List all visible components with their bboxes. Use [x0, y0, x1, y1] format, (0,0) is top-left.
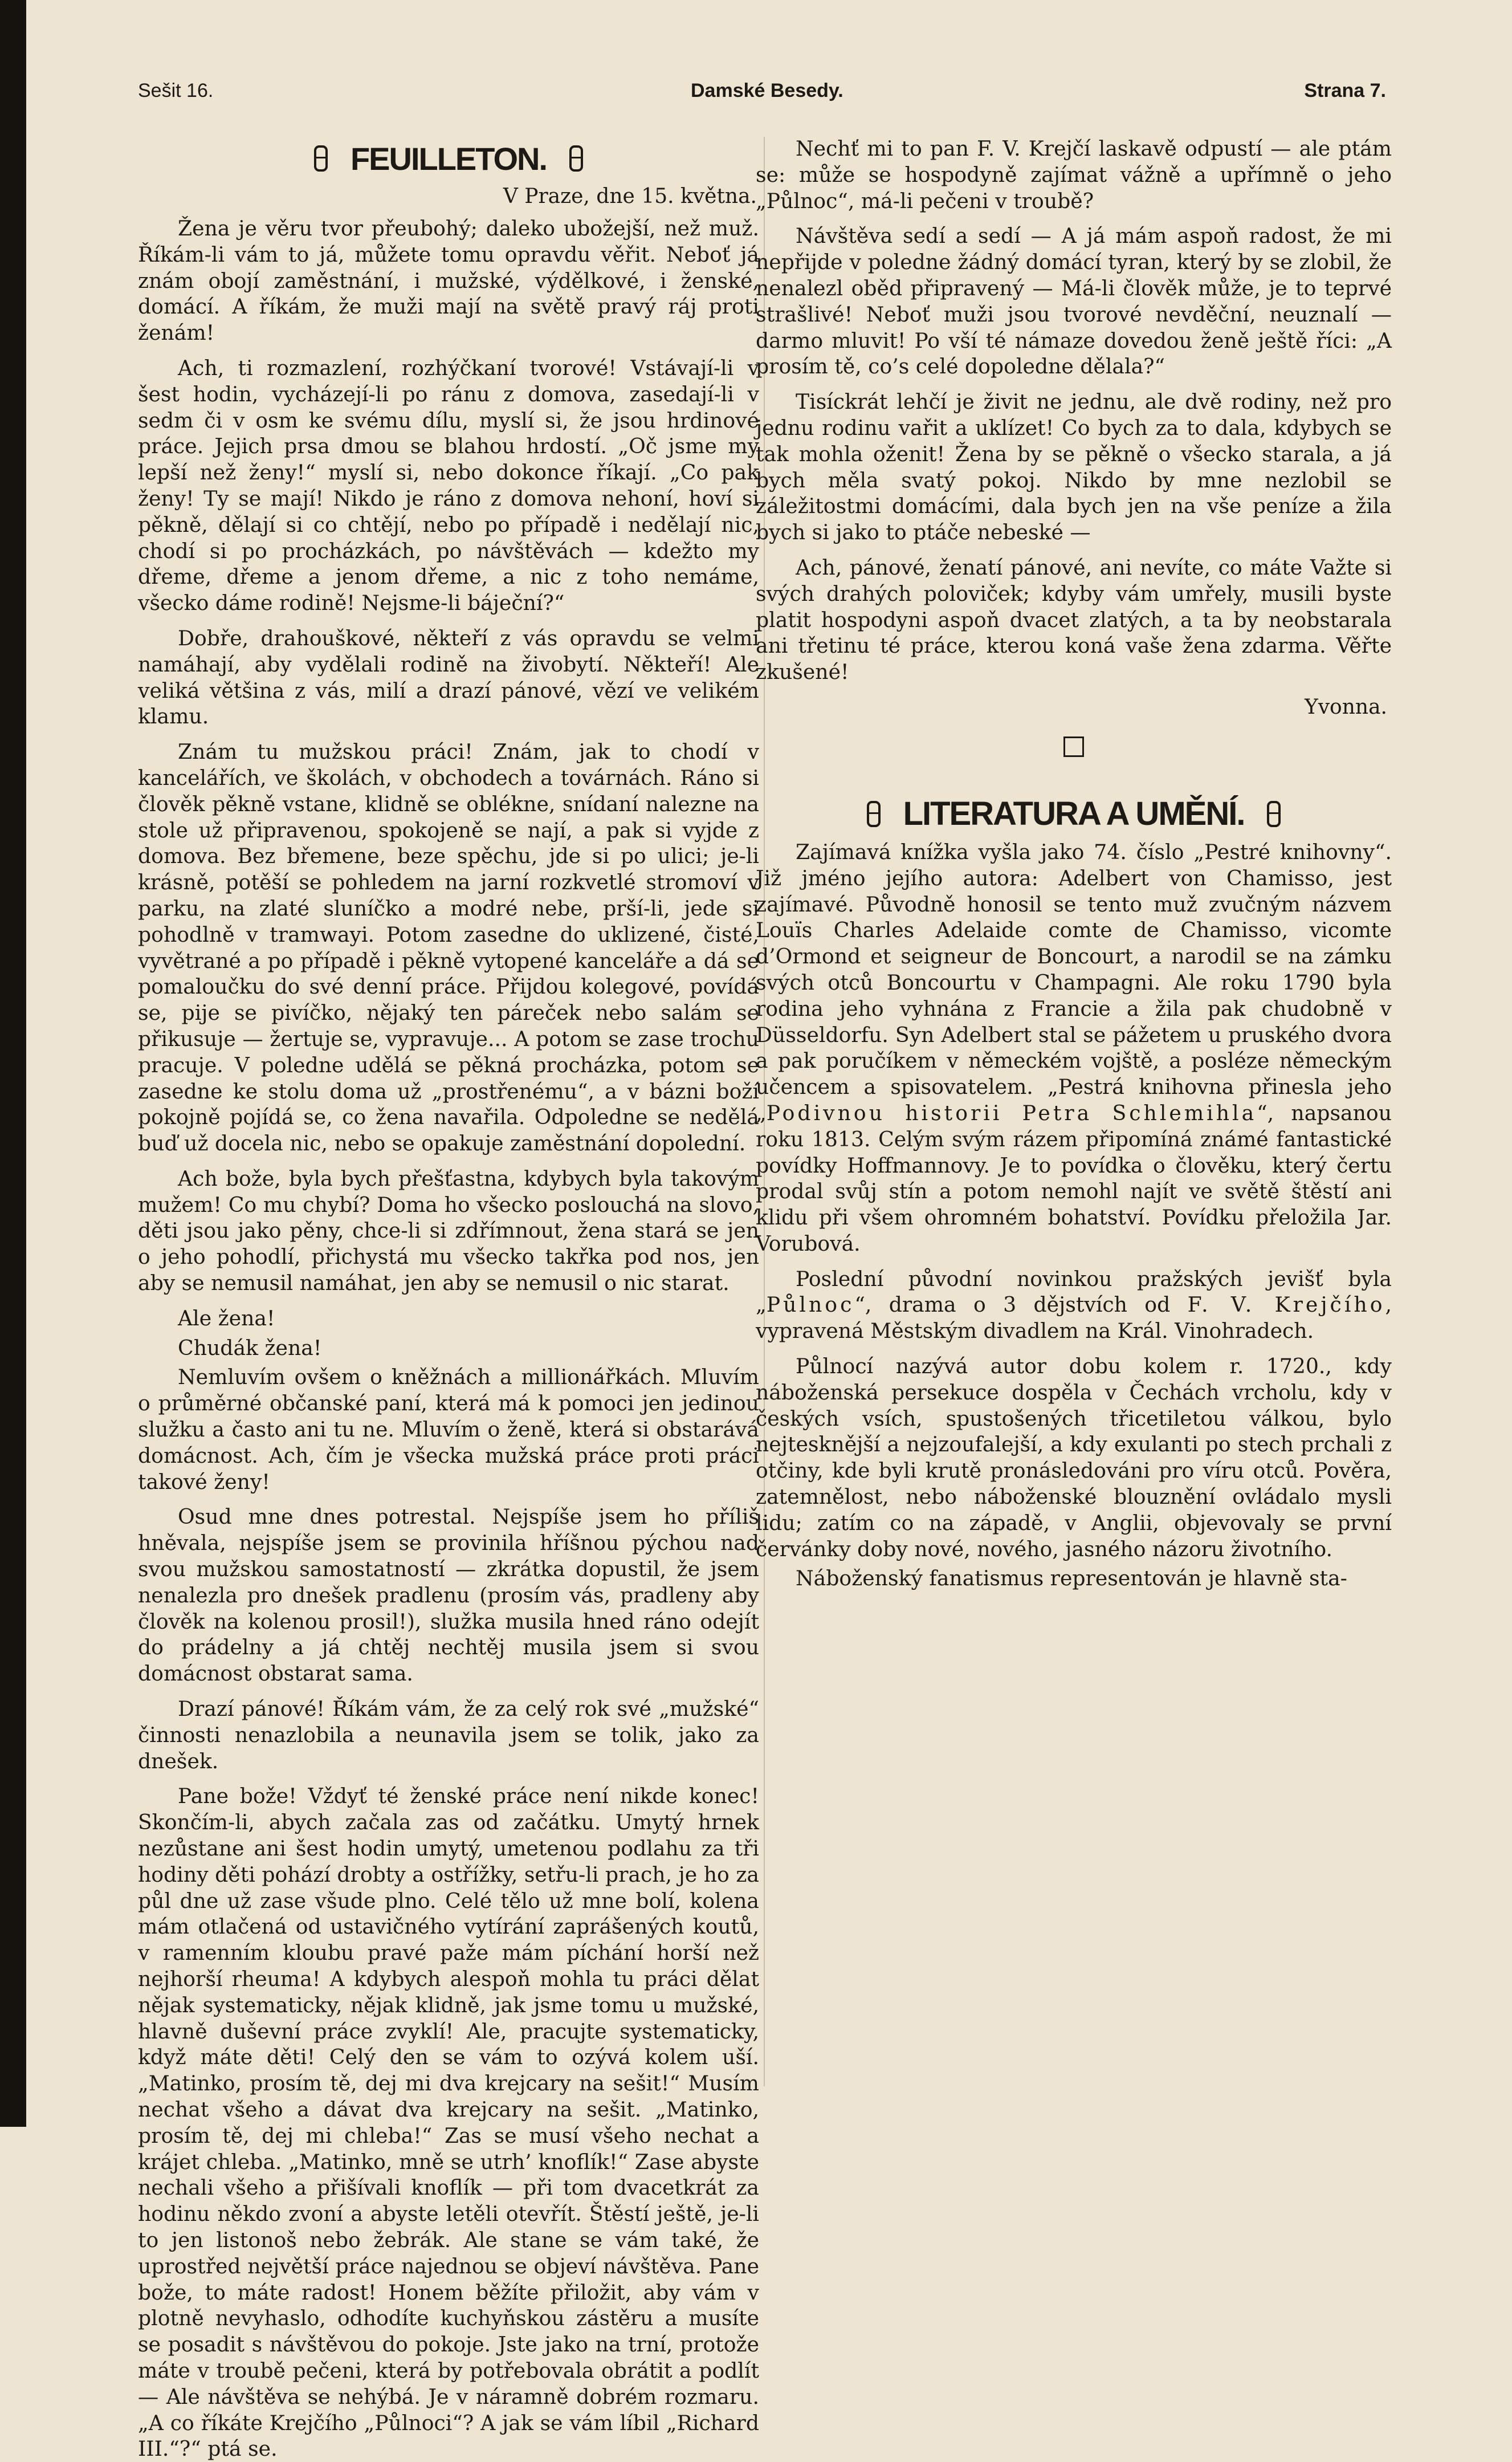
- paragraph: Poslední původní novinkou pražských jevišť byla „Půlnoc“, drama o 3 dějstvích od F. V. Krejčího, vypravená Městským divadlem na Král. Vinohradech.: [756, 1266, 1392, 1344]
- left-column: [138, 136, 759, 2461]
- spaced-author: F. V. Krejčího: [1187, 1292, 1385, 1317]
- paragraph: Chudák žena!: [178, 1335, 322, 1360]
- paragraph: Návštěva sedí a sedí — A já mám aspoň radost, že mi nepřijde v poledne žádný domácí tyran, který by se zlobil, že nenalezl oběd připravený — Má-li člověk může, je to teprvé strašlivé! Neboť muži jsou tvorové nevděční, neuznalí — darmo mluvit! Po vší té námaze dovedou ženě ještě říci: „A prosím tě, co’s celé dopoledne dělala?“: [756, 223, 1392, 379]
- feuilleton-body: [138, 215, 759, 2462]
- paragraph: Ale žena!: [178, 1305, 275, 1330]
- author-signature: Yvonna.: [1304, 695, 1387, 719]
- literatura-title: LITERATURA A UMĚNÍ.: [903, 795, 1245, 833]
- section-separator-icon: [1063, 736, 1084, 757]
- paragraph: Znám tu mužskou práci! Znám, jak to chodí v kancelářích, ve školách, v obchodech a továrnách. Ráno si člověk pěkně vstane, klidně se oblékne, snídaní nalezne na stole už připravenou, spokojeně se nají, a pak si vyjde z domova. Bez břemene, beze spěchu, jde si po ulici; je-li krásně, potěší se pohledem na jarní rozkvetlé stromoví v parku, na zlaté sluníčko a modré nebe, prší-li, jede si pohodlně v tramwayi. Potom zasedne do uklizené, čisté, vyvětrané a po případě i pěkně vytopené kanceláře a dá se pomaloučku do své denní práce. Přijdou kolegové, povídá se, pije se pivíčko, nějaký ten páreček nebo salám se přikusuje — žertuje se, vypravuje... A potom se zase trochu pracuje. V poledne udělá se pěkná procházka, potom se zasedne ke stolu doma už „prostřenému“, a v bázni boží pokojně pojídá se, co žena navařila. Odpoledne se nedělá buď už docela nic, nebo se opakuje zaměstnání dopolední.: [138, 739, 759, 1156]
- paragraph: Tisíckrát lehčí je živit ne jednu, ale dvě rodiny, než pro jednu rodinu vařit a uklízet! Co bych za to dala, kdybych se tak mohla oženit! Žena by se pěkně o všecko starala, a já bych měla svatý pokoj. Nikdo by mne nezlobil se záležitostmi domácími, dala bych jen na vše peníze a žila bych si jako to ptáče nebeské —: [756, 389, 1392, 545]
- issue-number: Sešit 16.: [138, 80, 214, 101]
- paragraph: Dobře, drahouškové, někteří z vás opravdu se velmi namáhají, aby vydělali rodině na živobytí. Někteří! Ale veliká většina z vás, milí a drazí pánové, vězí ve velikém klamu.: [138, 625, 759, 729]
- paragraph: Pane bože! Vždyť té ženské práce není nikde konec! Skončím-li, abych začala zas od začátku. Umytý hrnek nezůstane ani šest hodin umytý, umetenou podlahu za tři hodiny děti pohází drobty a ostřížky, setřu-li prach, je ho za půl dne už zase všude plno. Celé tělo už mne bolí, kolena mám otlačená od ustavičného vytírání zaprášených koutů, v ramenním kloubu pravé paže mám píchání horší než nejhorší rheuma! A kdybych alespoň mohla tu práci dělat nějak systematicky, nějak klidně, jak jsme tomu u mužské, hlavně duševní práce zvyklí! Ale, pracujte systematicky, když máte děti! Celý den se vám to ozývá kolem uší. „Matinko, prosím tě, dej mi dva krejcary na sešit!“ Musím nechat všeho a dávat dva krejcary na sešit. „Matinko, prosím tě, dej mi chleba!“ Zas se musí všeho nechat a krájet chleba. „Matinko, mně se utrh’ knoflík!“ Zase abyste nechali všeho a přišívali knoflík — při tom dvacetkrát za hodinu někdo zvoní a abyste letěli otevřít. Štěstí ještě, je-li to jen listonoš nebo žebrák. Ale stane se vám také, že uprostřed největší práce najednou se objeví návštěva. Pane bože, to máte radost! Honem běžíte přiložit, aby vám v plotně nevyhaslo, odhodíte kuchyňskou zástěru a musíte se posadit s návštěvou do pokoje. Jste jako na trní, protože máte v troubě pečeni, která by potřebovala obrátit a podlít — Ale návštěva se nehýbá. Je v náramně dobrém rozmaru. „A co říkáte Krejčího „Půlnoci“? A jak se vám líbil „Richard III.“?“ ptá se.: [138, 1784, 759, 2461]
- paragraph: Půlnocí nazývá autor dobu kolem r. 1720., kdy náboženská persekuce dospěla v Čechách vrcholu, kdy v českých vsích, spustošených třicetiletou válkou, bylo nejtesknější a nejzoufalejší, a kdy exulanti po stech prchali z otčiny, kde byli krutě pronásledováni pro víru otců. Pověra, zatemnělost, nebo náboženské blouznění ovládalo mysli lidu; zatím co na západě, v Anglii, objevovaly se první červánky doby nové, nového, jasného názoru životního.: [756, 1354, 1392, 1561]
- ornament-left-icon: [867, 801, 881, 827]
- paragraph: Ach, ti rozmazlení, rozhýčkaní tvorové! Vstávají-li v šest hodin, vycházejí-li po ránu z domova, zasedají-li v sedm či v osm ke svému dílu, myslí si, že jsou hrdinové práce. Jejich prsa dmou se blahou hrdostí. „Oč jsme my lepší než ženy!“ myslí si, nebo dokonce říkají. „Co pak ženy! Ty se mají! Nikdo je ráno z domova nehoní, hoví si pěkně, dělají si co chtějí, nebo po případě i nedělají nic, chodí si po procházkách, po návštěvách — kdežto my dřeme, dřeme a jenom dřeme, a nic z toho nemáme, všecko dáme rodině! Nejsme-li báječní?“: [138, 355, 759, 616]
- literatura-heading: [756, 790, 1392, 838]
- feuilleton-title: FEUILLETON.: [350, 140, 547, 177]
- binding-edge: [0, 0, 26, 2127]
- paragraph: Ach bože, byla bych přešťastna, kdybych byla takovým mužem! Co mu chybí? Doma ho všecko poslouchá na slovo, děti jsou jako pěny, chce-li si zdřímnout, žena stará se jen o jeho pohodlí, přichystá mu všecko takřka pod nos, jen aby se nemusil namáhat, jen aby se nemusil o nic starat.: [138, 1166, 759, 1296]
- feuilleton-body-continued: [756, 136, 1392, 685]
- ornament-right-icon: [1267, 801, 1281, 827]
- magazine-title: Damské Besedy.: [691, 80, 843, 101]
- paragraph: Náboženský fanatismus representován je hlavně sta-: [796, 1566, 1347, 1591]
- paragraph: Osud mne dnes potrestal. Nejspíše jsem ho příliš hněvala, nejspíše jsem se provinila hříšnou pýchou nad svou mužskou samostatností — zkrátka dopustil, že jsem nenalezla pro dnešek pradlenu (prosím vás, pradleny aby člověk na kolenou prosil!), služka musila hned ráno odejít do prádelny a já chtěj nechtěj musila jsem si svou domácnost obstarat sama.: [138, 1504, 759, 1686]
- page-number: Strana 7.: [1304, 80, 1386, 101]
- ornament-left-icon: [314, 145, 328, 172]
- paragraph: Žena je věru tvor přeubohý; daleko ubožejší, než muž. Říkám-li vám to já, můžete tomu opravdu věřit. Neboť já znám obojí zaměstnání, i mužské, výdělkové, i ženské, domácí. A říkám, že muži mají na světě pravý ráj proti ženám!: [138, 216, 759, 345]
- paragraph: Ach, pánové, ženatí pánové, ani nevíte, co máte Važte si svých drahých poloviček; kdyby vám umřely, musili byste platit hospodyni aspoň dvacet zlatých, a ta by neobstarala ani třetinu té práce, kterou koná vaše žena zdarma. Věřte zkušené!: [756, 555, 1392, 685]
- paragraph: Nemluvím ovšem o kněžnách a millionářkách. Mluvím o průměrné občanské paní, která má k pomoci jen jedinou služku a často ani tu ne. Mluvím o ženě, která si obstarává domácnost. Ach, čím je všecka mužská práce proti práci takové ženy!: [138, 1365, 759, 1494]
- paragraph: Nechť mi to pan F. V. Krejčí laskavě odpustí — ale ptám se: může se hospodyně zajímat vážně a upřímně o jeho „Půlnoc“, má-li pečeni v troubě?: [756, 136, 1392, 213]
- right-column: [756, 136, 1392, 2085]
- ornament-right-icon: [569, 145, 583, 172]
- feuilleton-heading: [138, 136, 759, 181]
- paragraph: Zajímavá knížka vyšla jako 74. číslo „Pestré knihovny“. Již jméno jejího autora: Adelbert von Chamisso, jest zajímavé. Původně honosil se tento muž zvučným názvem Louïs Charles Adelaide comte de Chamisso, vicomte d’Ormond et seigneur de Boncourt, a narodil se na zámku svých otců Boncourtu v Champagni. Ale roku 1790 byla rodina jeho vyhnána z Francie a žila pak chudobně v Düsseldorfu. Syn Adelbert stal se pážetem u pruského dvora a pak poručíkem v německém vojště, a posléze německým učencem a spisovatelem. „Pestrá knihovna přinesla jeho „Podivnou historii Petra Schlemihla“, napsanou roku 1813. Celým svým rázem připomíná známé fantastické povídky Hoffmannovy. Je to povídka o člověku, který čertu prodal svůj stín a potom nemohl najít ve světě štěstí ani klidu při všem ohromném bohatství. Povídku přeložila Jar. Vorubová.: [756, 839, 1392, 1256]
- dateline: V Praze, dne 15. května.: [503, 185, 757, 208]
- paragraph: Drazí pánové! Říkám vám, že za celý rok své „mužské“ činnosti nenazlobila a neunavila jsem se tolik, jako za dnešek.: [138, 1696, 759, 1773]
- literatura-body: [756, 839, 1392, 1592]
- magazine-page: [26, 0, 1512, 2461]
- spaced-title: Půlnoc: [766, 1292, 855, 1317]
- spaced-title: Podivnou historii Petra Schlemihla: [766, 1100, 1257, 1125]
- running-header: [138, 80, 1386, 108]
